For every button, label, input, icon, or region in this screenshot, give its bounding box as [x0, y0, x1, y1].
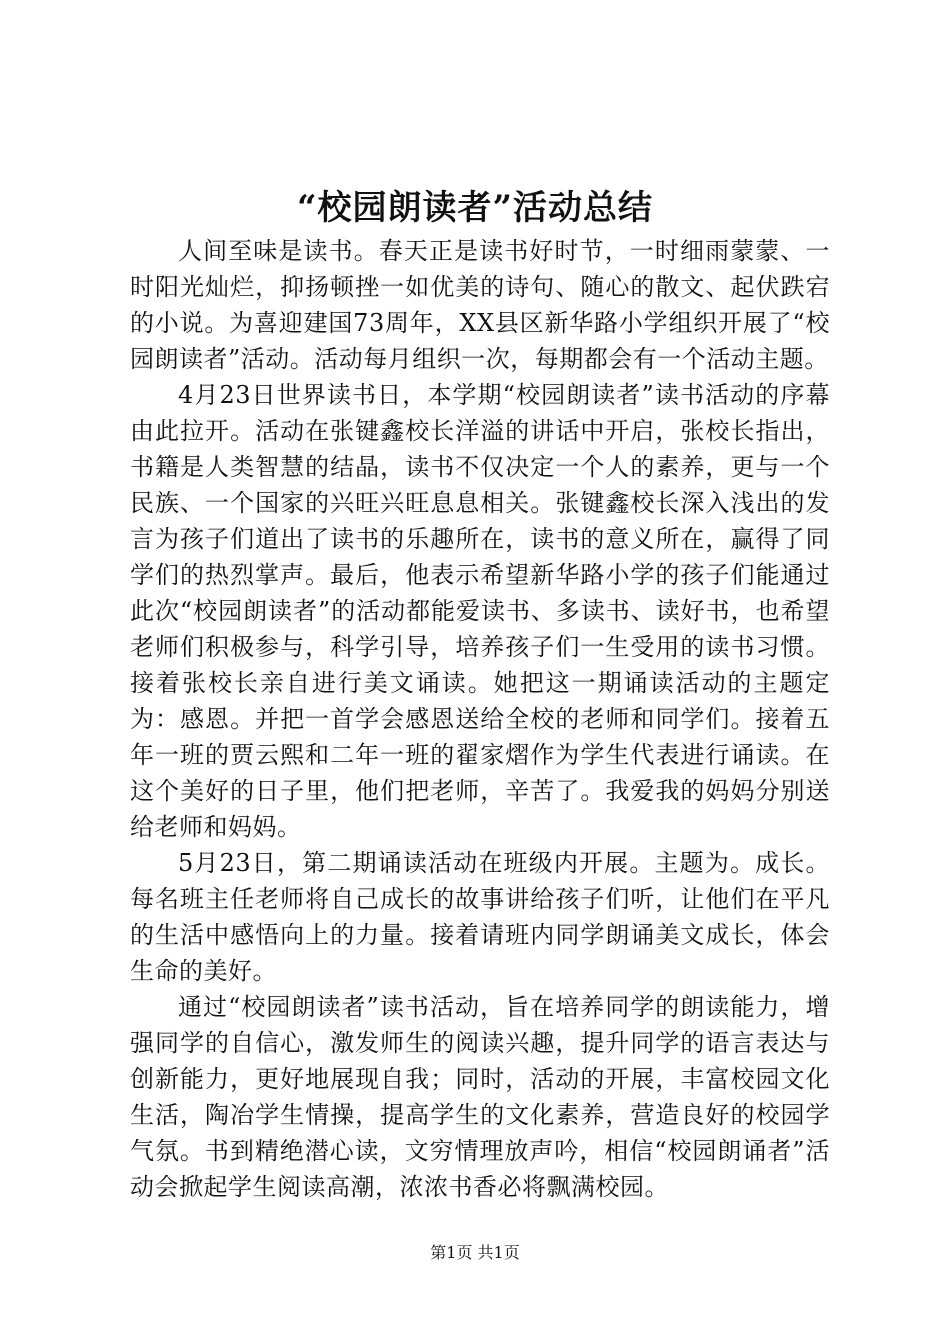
- paragraph-may-event: 5月23日，第二期诵读活动在班级内开展。主题为。成长。每名班主任老师将自己成长的故事讲给孩子们听，让他们在平凡的生活中感悟向上的力量。接着请班内同学朗诵美文成长，体会生命的美好。: [130, 849, 830, 985]
- page-number-footer: 第1页 共1页: [430, 1243, 520, 1262]
- paragraph-conclusion: 通过“校园朗读者”读书活动，旨在培养同学的朗读能力，增强同学的自信心，激发师生的阅读兴趣，提升同学的语言表达与创新能力，更好地展现自我；同时，活动的开展，丰富校园文化生活，陶冶学生情操，提高学生的文化素养，营造良好的校园学气氛。书到精绝潜心读，文穷情理放声吟，相信“校园朗诵者”活动会掀起学生阅读高潮，浓浓书香必将飘满校园。: [130, 993, 830, 1201]
- paragraph-intro: 人间至味是读书。春天正是读书好时节，一时细雨蒙蒙、一时阳光灿烂，抑扬顿挫一如优美的诗句、随心的散文、起伏跌宕的小说。为喜迎建国73周年，XX县区新华路小学组织开展了“校园朗读者”活动。活动每月组织一次，每期都会有一个活动主题。: [130, 237, 830, 373]
- document-title: “校园朗读者”活动总结: [296, 188, 654, 228]
- document-body: [130, 233, 830, 1205]
- paragraph-april-event: 4月23日世界读书日，本学期“校园朗读者”读书活动的序幕由此拉开。活动在张键鑫校长洋溢的讲话中开启，张校长指出，书籍是人类智慧的结晶，读书不仅决定一个人的素养，更与一个民族、一个国家的兴旺兴旺息息相关。张键鑫校长深入浅出的发言为孩子们道出了读书的乐趣所在，读书的意义所在，赢得了同学们的热烈掌声。最后，他表示希望新华路小学的孩子们能通过此次“校园朗读者”的活动都能爱读书、多读书、读好书，也希望老师们积极参与，科学引导，培养孩子们一生受用的读书习惯。接着张校长亲自进行美文诵读。她把这一期诵读活动的主题定为：感恩。并把一首学会感恩送给全校的老师和同学们。接着五年一班的贾云熙和二年一班的翟家熠作为学生代表进行诵读。在这个美好的日子里，他们把老师，辛苦了。我爱我的妈妈分别送给老师和妈妈。: [130, 381, 830, 841]
